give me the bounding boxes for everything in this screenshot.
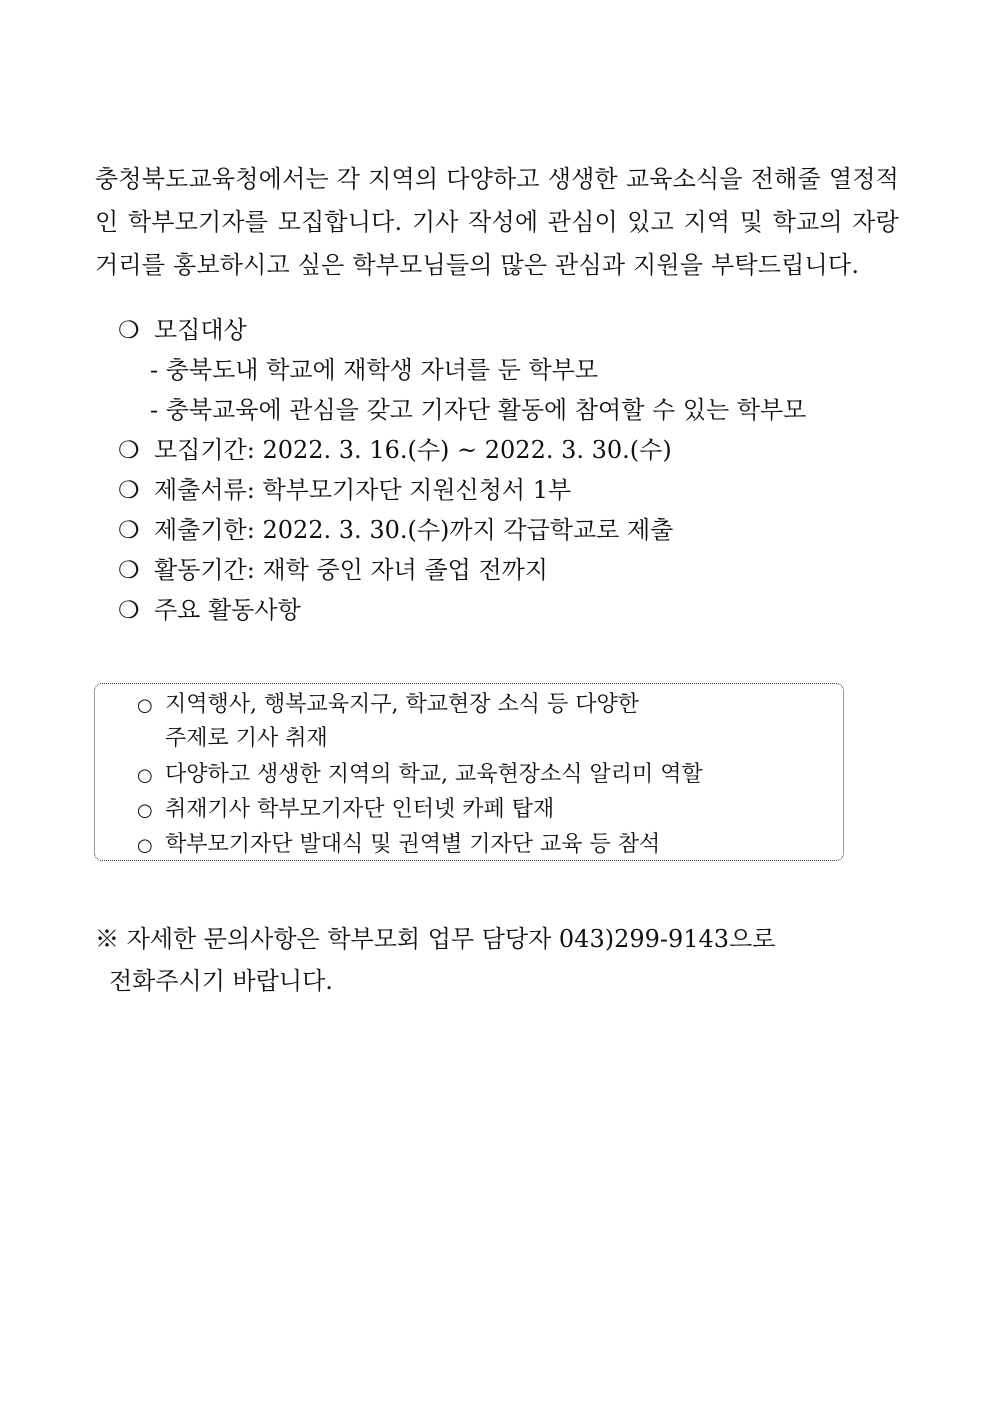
- section-activities-label: 주요 활동사항: [154, 596, 301, 624]
- small-circle-bullet-icon: ○: [137, 695, 153, 716]
- section-period-text: 모집기간: 2022. 3. 16.(수) ~ 2022. 3. 30.(수): [154, 436, 672, 464]
- target-item: - 충북교육에 관심을 갖고 기자단 활동에 참여할 수 있는 학부모: [150, 396, 807, 424]
- section-deadline-text: 제출기한: 2022. 3. 30.(수)까지 각급학교로 제출: [154, 516, 674, 544]
- contact-notice-line: 전화주시기 바랍니다.: [109, 967, 333, 995]
- activity-item-text: 지역행사, 행복교육지구, 학교현장 소식 등 다양한: [165, 692, 639, 717]
- circle-bullet-icon: ❍: [118, 436, 140, 464]
- section-target-label: 모집대상: [154, 316, 247, 344]
- section-activity-period: [118, 550, 918, 590]
- activity-item-text: 학부모기자단 발대식 및 권역별 기자단 교육 등 참석: [165, 832, 661, 857]
- circle-bullet-icon: ❍: [118, 316, 140, 344]
- activity-item: [137, 793, 554, 828]
- small-circle-bullet-icon: ○: [137, 765, 153, 786]
- section-activities: [118, 590, 918, 630]
- target-item: - 충북도내 학교에 재학생 자녀를 둔 학부모: [150, 356, 599, 384]
- activity-item-text: 다양하고 생생한 지역의 학교, 교육현장소식 알리미 역할: [165, 762, 703, 787]
- activities-box: [94, 683, 844, 861]
- contact-notice-line: ※ 자세한 문의사항은 학부모회 업무 담당자 043)299-9143으로: [95, 925, 776, 953]
- circle-bullet-icon: ❍: [118, 556, 140, 584]
- intro-paragraph: 충청북도교육청에서는 각 지역의 다양하고 생생한 교육소식을 전해줄 열정적인 학부모기자를 모집합니다. 기사 작성에 관심이 있고 지역 및 학교의 자랑거리를 홍보하시고 싶은 학부모님들의 많은 관심과 지원을 부탁드립니다.: [95, 165, 899, 279]
- circle-bullet-icon: ❍: [118, 596, 140, 624]
- section-target: [118, 310, 918, 350]
- circle-bullet-icon: ❍: [118, 476, 140, 504]
- contact-notice: [95, 918, 915, 1002]
- activity-item: [137, 828, 660, 863]
- activity-item-continuation: 주제로 기사 취재: [165, 726, 328, 751]
- small-circle-bullet-icon: ○: [137, 835, 153, 856]
- section-deadline: [118, 510, 918, 550]
- small-circle-bullet-icon: ○: [137, 800, 153, 821]
- activity-item: [137, 688, 639, 723]
- section-documents: [118, 470, 918, 510]
- activity-item: [137, 758, 703, 793]
- recruitment-sections: [118, 310, 918, 630]
- activity-item-text: 취재기사 학부모기자단 인터넷 카페 탑재: [165, 797, 555, 822]
- section-activity-period-text: 활동기간: 재학 중인 자녀 졸업 전까지: [154, 556, 548, 584]
- section-period: [118, 430, 918, 470]
- section-documents-text: 제출서류: 학부모기자단 지원신청서 1부: [154, 476, 572, 504]
- circle-bullet-icon: ❍: [118, 516, 140, 544]
